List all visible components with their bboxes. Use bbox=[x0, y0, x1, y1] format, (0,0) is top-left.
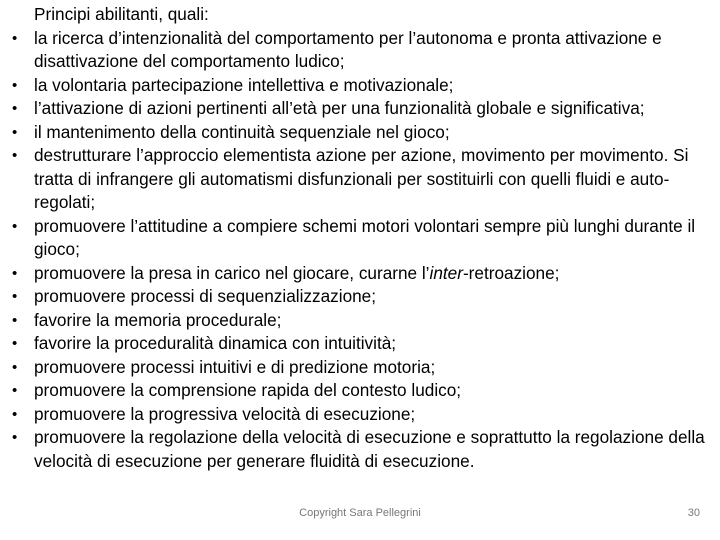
list-item bbox=[12, 356, 712, 380]
bullet-icon: • bbox=[12, 29, 18, 47]
list-item-text: promuovere processi di sequenzializzazione; bbox=[34, 286, 377, 306]
list-item bbox=[12, 97, 712, 121]
list-item bbox=[12, 74, 712, 98]
bullet-icon: • bbox=[12, 288, 18, 305]
list-item-text: promuovere processi intuitivi e di predizione motoria; bbox=[34, 356, 436, 377]
list-item-text: promuovere l’attitudine a compiere schemi motori volontari sempre più lunghi durante il gioco; bbox=[34, 215, 696, 259]
bullet-icon: • bbox=[12, 382, 18, 399]
list-item bbox=[12, 144, 712, 215]
list-item-text: favorire la proceduralità dinamica con intuitività; bbox=[34, 333, 397, 353]
list-item bbox=[12, 215, 712, 262]
list-item-emphasis: inter bbox=[429, 262, 463, 283]
list-item bbox=[12, 262, 712, 286]
list-item bbox=[12, 379, 712, 403]
bullet-icon: • bbox=[12, 405, 18, 423]
list-item-text: destrutturare l’approccio elementista azione per azione, movimento per movimento. Si tratta di infrangere gli automatismi disfunzionali per sostituirli con quelli fluidi e auto-regolati; bbox=[34, 145, 689, 212]
page-number: 30 bbox=[687, 507, 700, 519]
list-item bbox=[12, 309, 712, 333]
list-item bbox=[12, 285, 712, 309]
list-item bbox=[12, 426, 712, 473]
list-item-text: la volontaria partecipazione intellettiva e motivazionale; bbox=[34, 74, 454, 95]
list-item-text: il mantenimento della continuità sequenziale nel gioco; bbox=[34, 121, 450, 142]
bullet-icon: • bbox=[12, 429, 18, 446]
bullet-icon: • bbox=[12, 335, 18, 352]
list-item-text: l’attivazione di azioni pertinenti all’età per una funzionalità globale e significativa; bbox=[34, 98, 645, 118]
bullet-icon: • bbox=[12, 264, 18, 282]
bullet-icon: • bbox=[12, 100, 18, 117]
list-item-text-end: -retroazione; bbox=[462, 262, 560, 283]
list-item bbox=[12, 121, 712, 145]
list-item bbox=[12, 332, 712, 356]
list-item bbox=[12, 403, 712, 427]
list-item-text: promuovere la progressiva velocità di esecuzione; bbox=[34, 403, 416, 424]
bullet-icon: • bbox=[12, 76, 18, 94]
list-item-text: la ricerca d’intenzionalità del comportamento per l’autonoma e pronta attivazione e disattivazione del comportamento ludico; bbox=[34, 27, 662, 71]
list-item-text: promuovere la comprensione rapida del contesto ludico; bbox=[34, 380, 462, 400]
list-item-text: favorire la memoria procedurale; bbox=[34, 309, 282, 330]
bullet-icon: • bbox=[12, 217, 18, 235]
bullet-icon: • bbox=[12, 358, 18, 376]
intro-text: Principi abilitanti, quali: bbox=[34, 4, 209, 24]
bullet-list bbox=[12, 27, 712, 474]
bullet-icon: • bbox=[12, 123, 18, 141]
list-item-text: promuovere la regolazione della velocità di esecuzione e soprattutto la regolazione della velocità di esecuzione per generare fluidità di esecuzione. bbox=[34, 427, 705, 471]
list-item-text: promuovere la presa in carico nel giocare, curarne l’ bbox=[34, 262, 430, 283]
footer-copyright: Copyright Sara Pellegrini bbox=[299, 507, 421, 519]
bullet-icon: • bbox=[12, 311, 18, 329]
list-item bbox=[12, 27, 712, 74]
bullet-icon: • bbox=[12, 147, 18, 164]
slide-content bbox=[12, 3, 712, 473]
